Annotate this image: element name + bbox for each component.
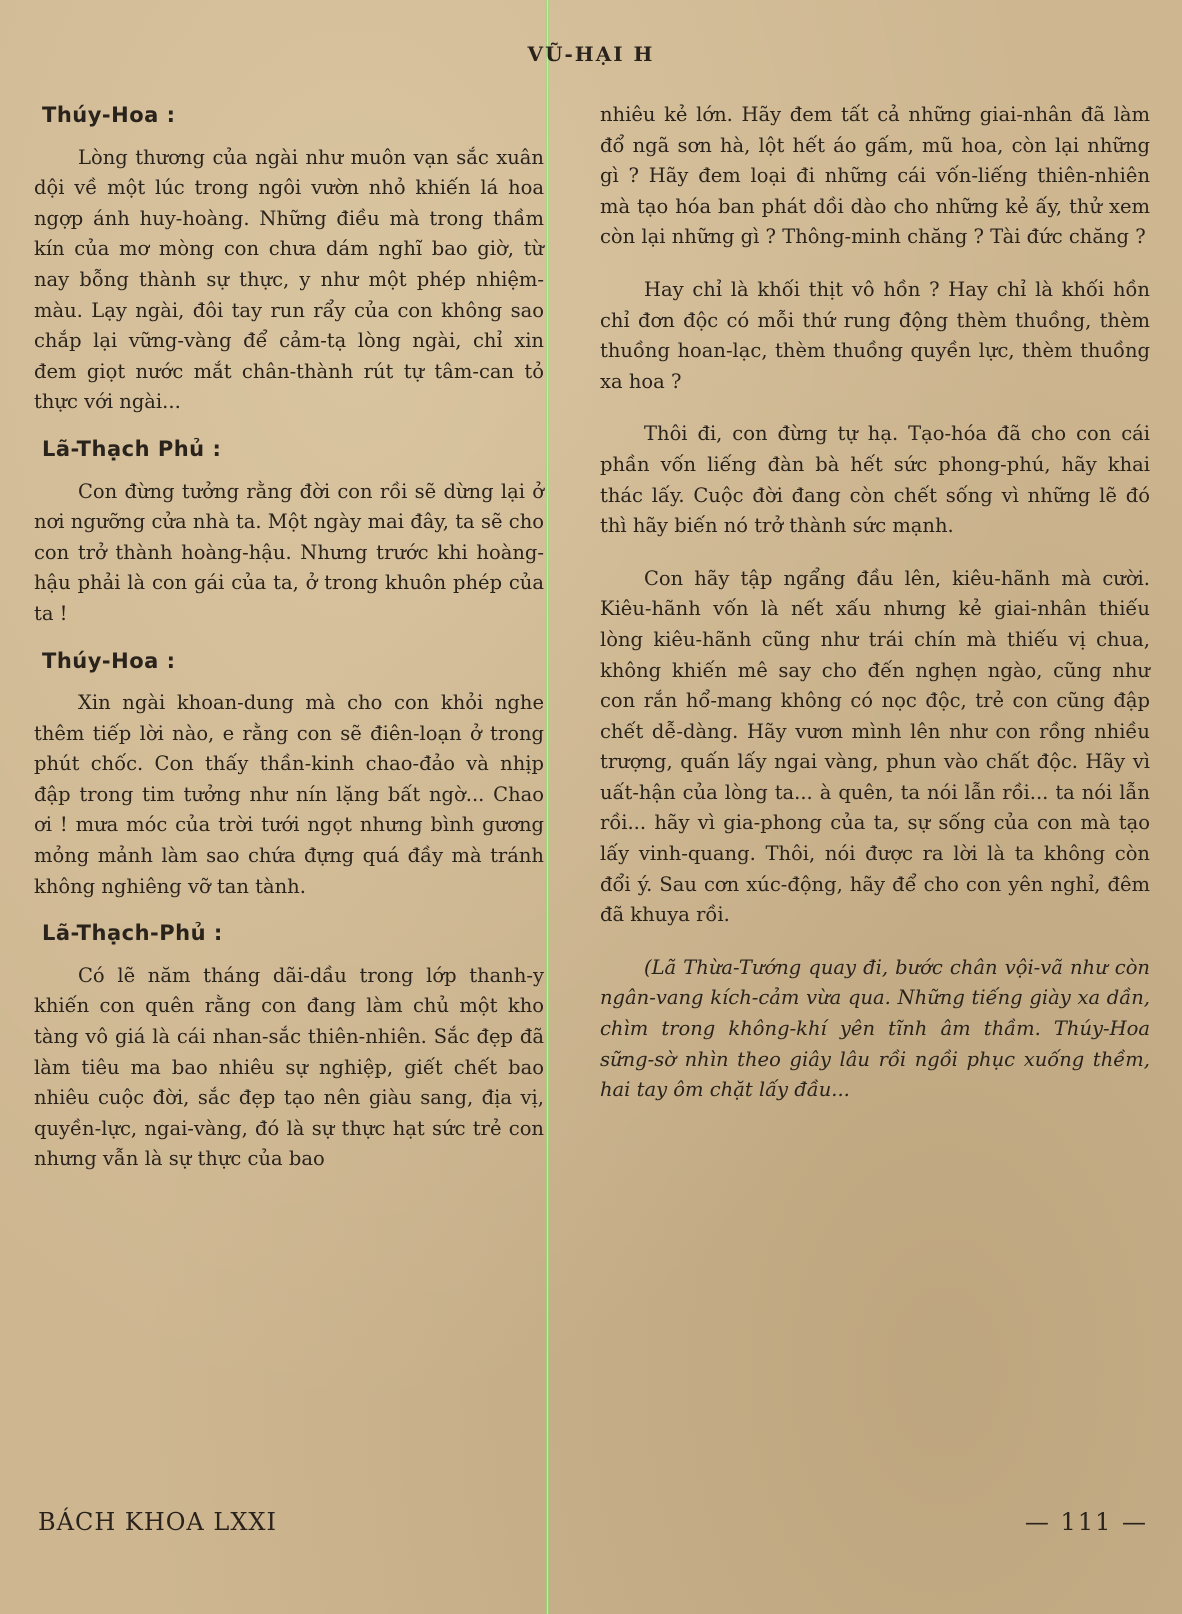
left-column [34, 100, 544, 1185]
speaker-name: Lã-Thạch Phủ : [42, 436, 222, 461]
dialogue-paragraph: Xin ngài khoan-dung mà cho con khỏi nghe thêm tiếp lời nào, e rằng con sẽ điên-loạn ở trong phút chốc. Con thấy thần-kinh chao-đảo và nhịp đập trong tim tưởng như nín lặng bất ngờ... Chao ơi ! mưa móc của trời tưới ngọt nhưng bình gương mỏng mảnh làm sao chứa đựng quá đầy mà tránh không nghiêng vỡ tan tành. [34, 691, 544, 898]
stage-direction: (Lã Thừa-Tướng quay đi, bước chân vội-vã như còn ngân-vang kích-cảm vừa qua. Những tiếng giày xa dần, chìm trong không-khí yên tĩnh âm thầm. Thúy-Hoa sững-sờ nhìn theo giây lâu rồi ngồi phục xuống thềm, hai tay ôm chặt lấy đầu... [600, 955, 1150, 1102]
dialogue-paragraph: Con đừng tưởng rằng đời con rồi sẽ dừng lại ở nơi ngưỡng cửa nhà ta. Một ngày mai đây, ta sẽ cho con trở thành hoàng-hậu. Nhưng trước khi hoàng-hậu phải là con gái của ta, ở trong khuôn phép của ta ! [34, 479, 544, 625]
page-fold-line [546, 0, 549, 1614]
right-column [600, 100, 1150, 1128]
dialogue-paragraph: Thôi đi, con đừng tự hạ. Tạo-hóa đã cho con cái phần vốn liếng đàn bà hết sức phong-phú, hãy khai thác lấy. Cuộc đời đang còn chết sống vì những lẽ đó thì hãy biến nó trở thành sức mạnh. [600, 422, 1150, 538]
speaker-name: Thúy-Hoa : [42, 103, 176, 127]
dialogue-paragraph: Lòng thương của ngài như muôn vạn sắc xuân dội về một lúc trong ngôi vườn nhỏ khiến lá hoa ngợp ánh huy-hoàng. Những điều mà trong thầm kín của mơ mòng con chưa dám nghĩ bao giờ, từ nay bỗng thành sự thực, y như một phép nhiệm-màu. Lạy ngài, đôi tay run rẩy của con không sao chắp lại vững-vàng để cảm-tạ lòng ngài, chỉ xin đem giọt nước mắt chân-thành rút tự tâm-can tỏ thực với ngài... [34, 145, 544, 414]
dialogue-paragraph: Hay chỉ là khối thịt vô hồn ? Hay chỉ là khối hồn chỉ đơn độc có mỗi thứ rung động thèm thuồng, thèm thuồng hoan-lạc, thèm thuồng quyền lực, thèm thuồng xa hoa ? [600, 277, 1150, 393]
dialogue-paragraph: Có lẽ năm tháng dãi-dầu trong lớp thanh-y khiến con quên rằng con đang làm chủ một kho tàng vô giá là cái nhan-sắc thiên-nhiên. Sắc đẹp đã làm tiêu ma bao nhiêu sự nghiệp, giết chết bao nhiêu cuộc đời, sắc đẹp tạo nên giàu sang, địa vị, quyền-lực, ngai-vàng, đó là sự thực hạt sức trẻ con nhưng vẫn là sự thực của bao [34, 963, 544, 1171]
dialogue-paragraph: Con hãy tập ngẩng đầu lên, kiêu-hãnh mà cười. Kiêu-hãnh vốn là nết xấu nhưng kẻ giai-nhân thiếu lòng kiêu-hãnh cũng như trái chín mà thiếu vị chua, không khiến mê say cho đến nghẹn ngào, cũng như con rắn hổ-mang không có nọc độc, trẻ con cũng đập chết dễ-dàng. Hãy vươn mình lên như con rồng nhiều trượng, quấn lấy ngai vàng, phun vào chất độc. Hãy vì uất-hận của lòng ta... à quên, ta nói lẫn rồi... ta nói lẫn rồi... hãy vì gia-phong của ta, sự sống của con mà tạo lấy vinh-quang. Thôi, nói được ra lời là ta không còn đổi ý. Sau cơn xúc-động, hãy để cho con yên nghỉ, đêm đã khuya rồi. [600, 566, 1150, 927]
page-number: — 111 — [1024, 1508, 1148, 1536]
dialogue-paragraph: nhiêu kẻ lớn. Hãy đem tất cả những giai-nhân đã làm đổ ngã sơn hà, lột hết áo gấm, mũ hoa, còn lại những gì ? Hãy đem loại đi những cái vốn-liếng thiên-nhiên mà tạo hóa ban phát dồi dào cho những kẻ ấy, thử xem còn lại những gì ? Thông-minh chăng ? Tài đức chăng ? [600, 103, 1150, 249]
running-head: VŨ-HẠI H [527, 42, 655, 66]
speaker-name: Thúy-Hoa : [42, 648, 176, 673]
journal-name: BÁCH KHOA LXXI [38, 1508, 277, 1536]
speaker-name: Lã-Thạch-Phủ : [42, 921, 223, 946]
